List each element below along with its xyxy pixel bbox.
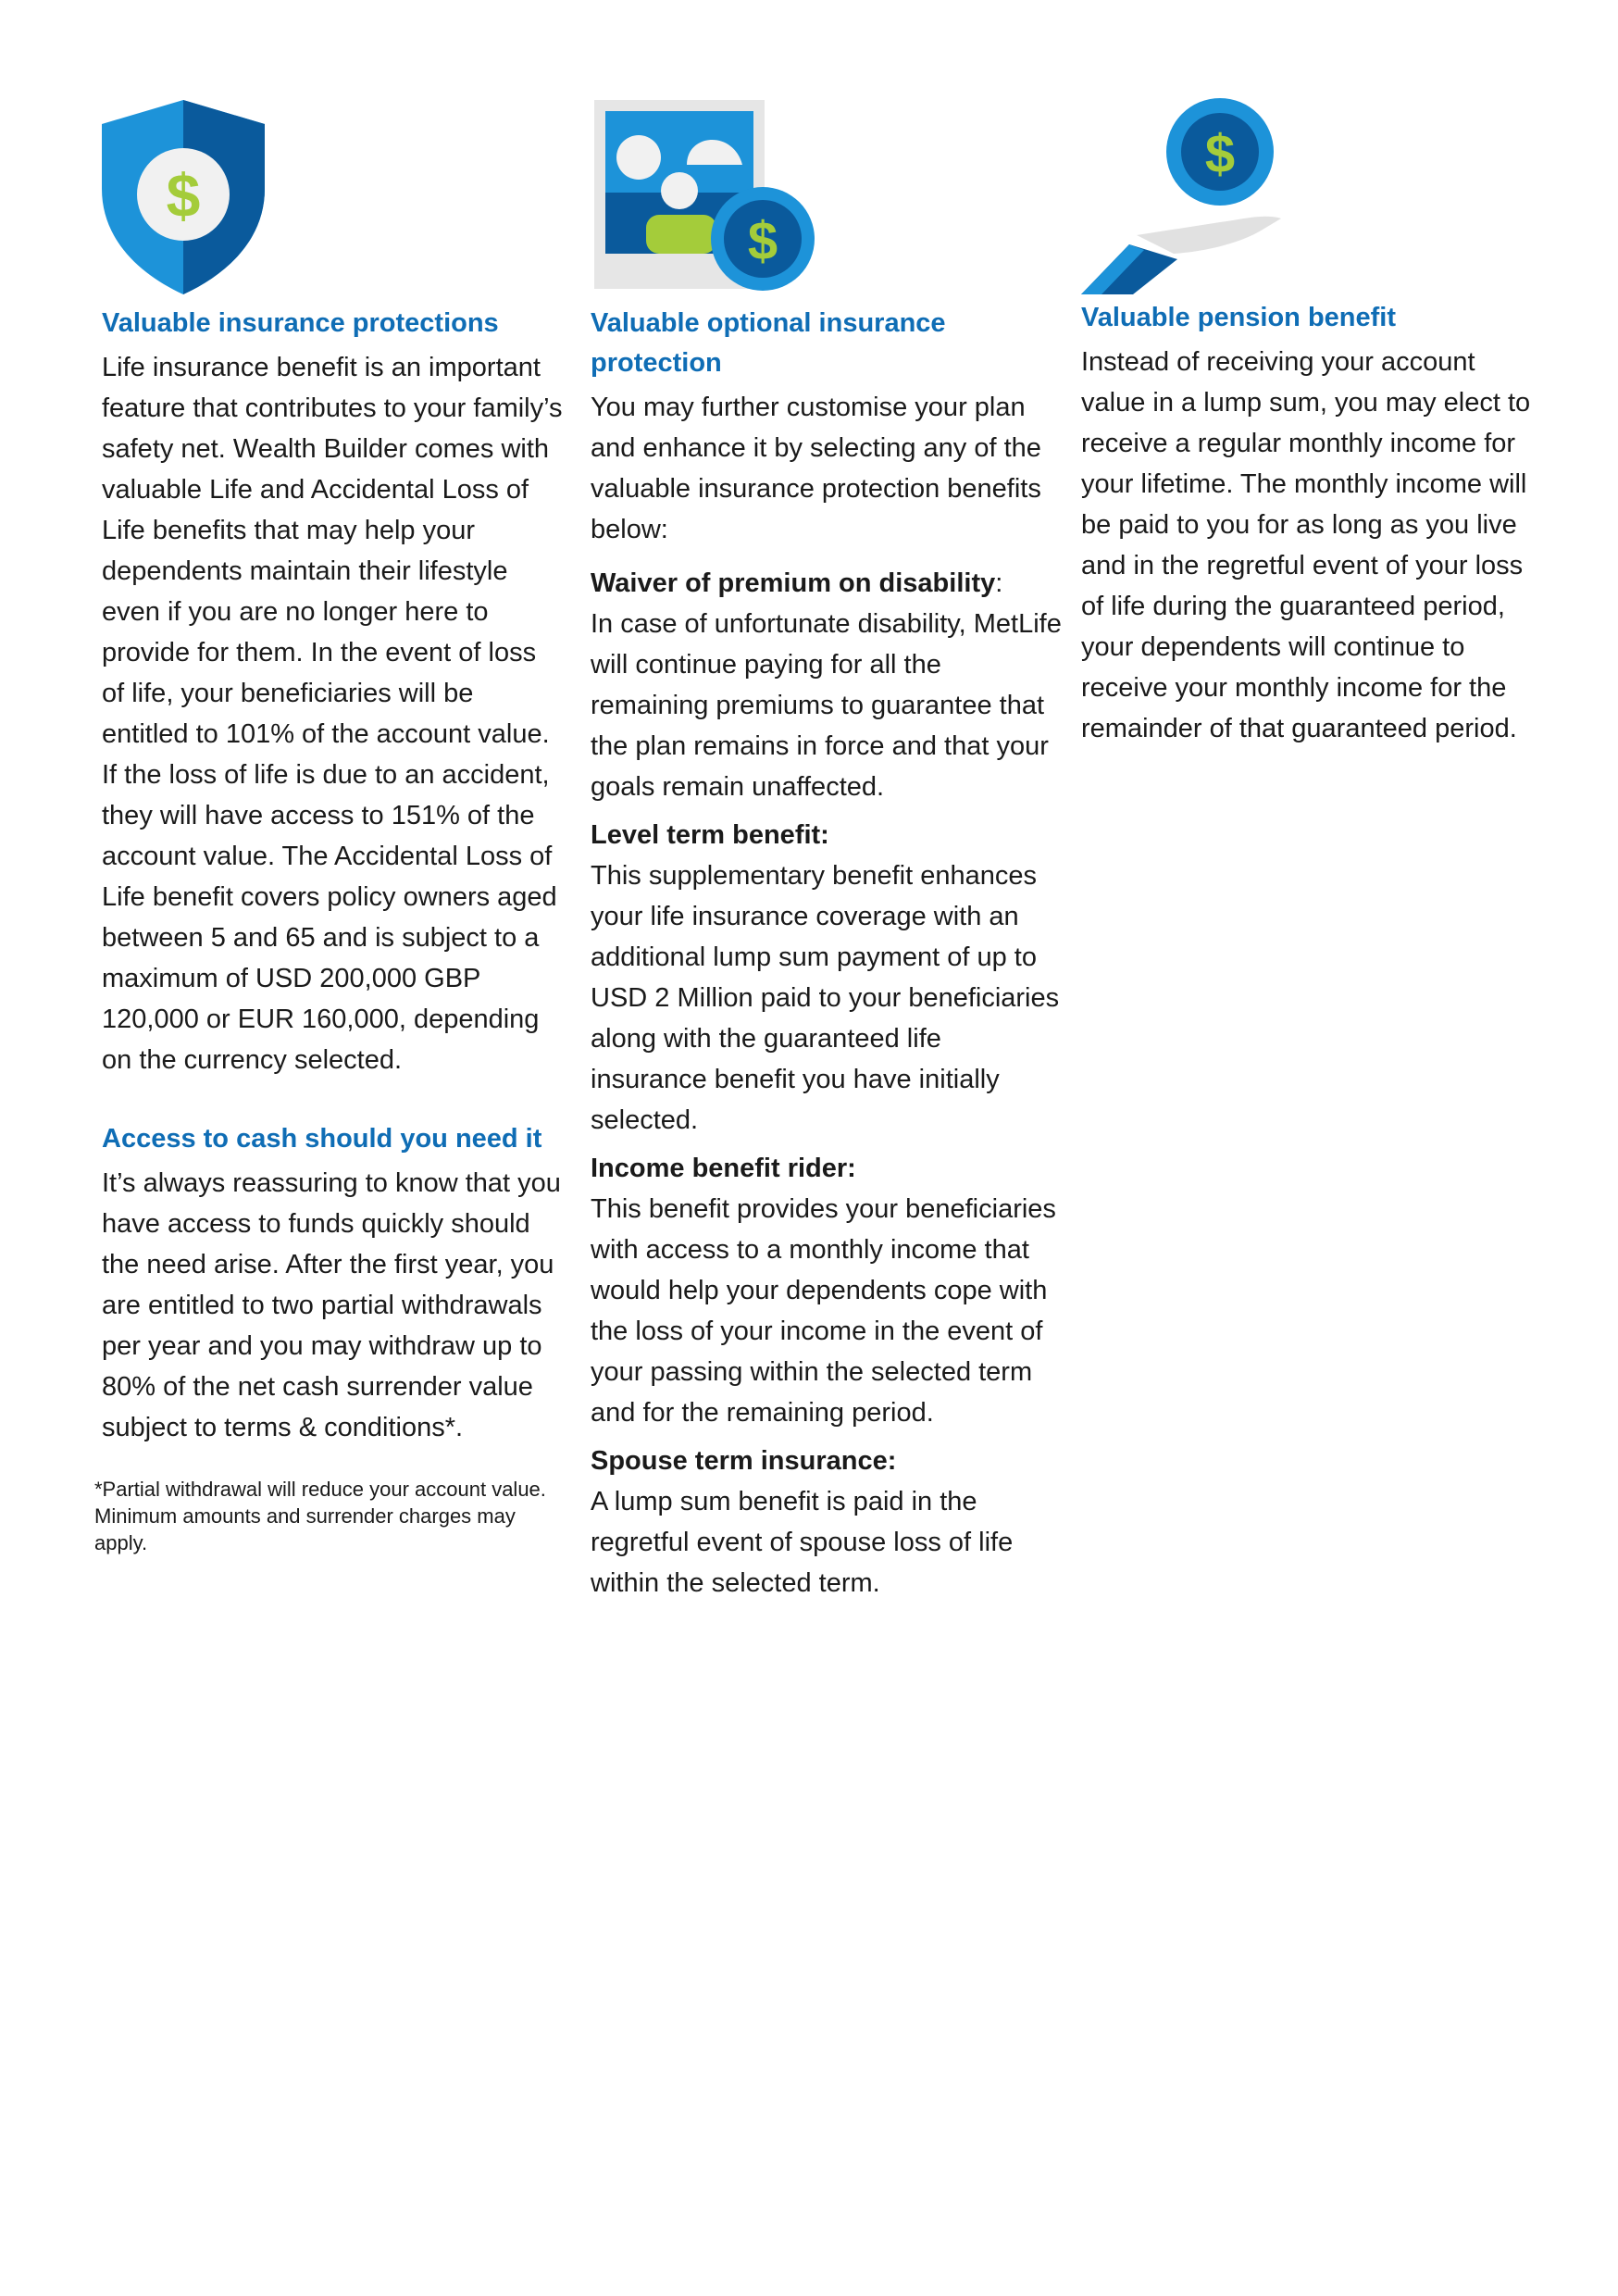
- svg-text:$: $: [166, 161, 201, 230]
- body-waiver: In case of unfortunate disability, MetLife will continue paying for all the remaining premiums to guarantee that the plan remains in force and that your goals remain unaffected.: [591, 609, 1062, 802]
- heading-access-to-cash: Access to cash should you need it: [102, 1124, 542, 1154]
- column-insurance-protections: [94, 100, 565, 1556]
- subheading-level-term: Level term benefit:: [591, 820, 829, 850]
- footnote: *Partial withdrawal will reduce your account value. Minimum amounts and surrender charges may apply.: [94, 1478, 546, 1554]
- subheading-spouse-term: Spouse term insurance:: [591, 1446, 897, 1476]
- body-pension-benefit: Instead of receiving your account value in a lump sum, you may elect to receive a regular monthly income for your lifetime. The monthly income will be paid to you for as long as you live and in the regretful event of your loss of life during the guaranteed period, your dependents will continue to receive your monthly income for the remainder of that guaranteed period.: [1081, 347, 1531, 743]
- icon-area: [591, 100, 1063, 304]
- body-level-term: This supplementary benefit enhances your life insurance coverage with an additional lump sum payment of up to USD 2 Million paid to your beneficiaries along with the guaranteed life insurance benefit you have initially selected.: [591, 861, 1060, 1135]
- hand-coin-dollar-icon: [1081, 96, 1303, 300]
- svg-text:$: $: [1204, 124, 1236, 184]
- waiver-colon: :: [995, 568, 1003, 598]
- heading-insurance-protections: Valuable insurance protections: [102, 308, 499, 338]
- svg-text:$: $: [747, 211, 778, 271]
- icon-area: [102, 100, 565, 304]
- subheading-waiver: [591, 563, 1063, 604]
- icon-area: [1081, 96, 1535, 298]
- body-insurance-protections: Life insurance benefit is an important feature that contributes to your family’s safety net. Wealth Builder comes with valuable Life and Accidental Loss of Life benefits that may help your dependents maintain their lifestyle even if you are no longer here to provide for them. In the event of loss of life, your beneficiaries will be entitled to 101% of the account value. If the loss of life is due to an accident, they will have access to 151% of the account value. The Accidental Loss of Life benefit covers policy owners aged between 5 and 65 and is subject to a maximum of USD 200,000 GBP 120,000 or EUR 160,000, depending on the currency selected.: [102, 353, 563, 1075]
- column-optional-protection: [591, 100, 1063, 1603]
- waiver-title: Waiver of premium on disability: [591, 568, 996, 598]
- body-access-to-cash: It’s always reassuring to know that you have access to funds quickly should the need arise. After the first year, you are entitled to two partial withdrawals per year and you may withdraw up to 80% of the net cash surrender value subject to terms & conditions*.: [102, 1168, 561, 1442]
- subheading-income-rider: Income benefit rider:: [591, 1154, 856, 1183]
- family-photo-dollar-icon: [594, 100, 816, 294]
- body-optional-intro: You may further customise your plan and enhance it by selecting any of the valuable insurance protection benefits below:: [591, 393, 1041, 544]
- heading-optional-protection: Valuable optional insurance protection: [591, 308, 946, 378]
- body-spouse-term: A lump sum benefit is paid in the regretful event of spouse loss of life within the selected term.: [591, 1487, 1014, 1598]
- body-income-rider: This benefit provides your beneficiaries with access to a monthly income that would help your dependents cope with the loss of your income in the event of your passing within the selected term and for the remaining period.: [591, 1194, 1056, 1428]
- column-pension-benefit: [1081, 96, 1535, 762]
- heading-pension-benefit: Valuable pension benefit: [1081, 303, 1397, 332]
- shield-dollar-icon: [100, 100, 267, 294]
